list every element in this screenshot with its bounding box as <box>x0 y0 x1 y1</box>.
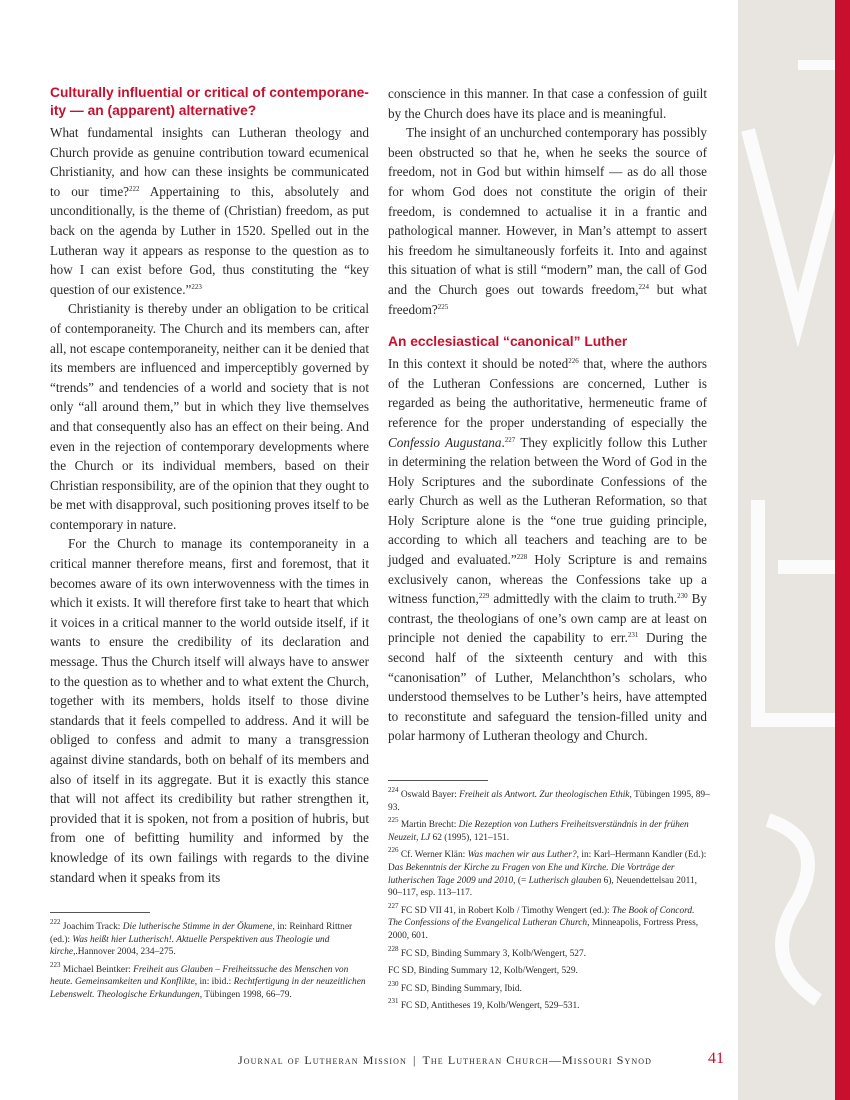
red-edge-bar <box>835 0 850 1100</box>
footnote-ref-225: 225 <box>437 302 449 311</box>
footnote-ref-226: 226 <box>568 357 579 366</box>
section-heading-canonical-luther: An ecclesiastical “canonical” Luther <box>388 334 628 350</box>
publisher-name: The Lutheran Church—Missouri Synod <box>422 1053 652 1067</box>
watermark-letters-graphic <box>738 0 835 1100</box>
footnote-225: $^{225}$ Martin Brecht: Die Rezeption von Luthers Freiheitsverständnis in der frühen Neuzeit, LJ 62 (1995), 121–151. <box>388 816 689 843</box>
footnote-ref-227: 227 <box>504 435 516 444</box>
footnote-223: $^{223}$ Michael Beintker: Freiheit aus Glauben – Freiheitssuche des Menschen von heute. Gemeinsamkeiten und Konflikte, in: ibid.: Rechtfertigung in der neuzeitlichen Lebenswelt. Theologische Erkundungen, Tübingen 1998, 66–79. <box>50 960 366 1000</box>
footnote-224: $^{224}$ Oswald Bayer: Freiheit als Antwort. Zur theologischen Ethik, Tübingen 1995, 89–93. <box>388 786 710 813</box>
footnotes-left <box>50 912 372 1007</box>
right-paragraph-3: In this context it should be noted$^{226}$ that, where the authors of the Lutheran Confessions are concerned, Luther is regarded as being the authoritative, hermeneutic frame of reference for the proper understanding of especially the Confessio Augustana.$^{227}$ They explicitly follow this Luther in determining the relation between the Word of God in the Holy Scriptures and the subordinate Confessions of the early Church as well as the Lutheran Reformation, so that Holy Scripture alone is the “one true guiding principle, according to which all teachers and teaching are to be judged and evaluated.”$^{228}$ Holy Scripture is and remains exclusively canon, whereas the Confessions take up a witness function,$^{229}$ admittedly with the claim to truth.$^{230}$ By contrast, the theologians of one’s own camp are at least on principle not denied the capability to err.$^{231}$ During the second half of the sixteenth century and with this “canonisation” of Luther, Melanchthon’s scholars, who understood themselves to be Luther’s heirs, have attempted to reconstitute and safeguard the tension-filled unity and polar harmony of Lutheran theology and Church. <box>388 356 708 744</box>
footnote-ref-222: 222 <box>129 184 140 193</box>
footnote-ref-224: 224 <box>638 282 649 291</box>
right-paragraph-2: The insight of an unchurched contemporary has possibly been obstructed so that he, when he seeks the source of freedom, not in God but within himself — as do all those for whom God does not constitute the origin of their freedom, is condemned to actualise it in a frantic and pathological manner. However, in Man’s attempt to assert his freedom he simultaneously forfeits it. Into and against this situation of what is still “modern” man, the call of God and the Church goes out towards freedom,$^{224}$ but what freedom?$^{225}$ <box>388 125 707 317</box>
footer-separator: | <box>412 1053 417 1067</box>
footnote-230: $^{230}$ FC SD, Binding Summary, Ibid. <box>388 979 522 994</box>
footnote-ref-231: 231 <box>627 631 639 640</box>
footnote-228: $^{228}$ FC SD, Binding Summary 3, Kolb/Wengert, 527. <box>388 944 587 959</box>
page-number: 41 <box>708 1050 724 1067</box>
running-footer <box>238 1053 728 1068</box>
footnote-ref-230: 230 <box>677 592 688 601</box>
left-paragraph-2: Christianity is thereby under an obligation to be critical of contemporaneity. The Church and its members can, after all, not escape contemporaneity, neither can it be denied that its members are influenced and imperceptibly governed by “trends” and tendencies of a world and society that is not only “all around them,” but in which they live themselves and that consequently also has an effect on their being. And even in the rejection of contemporary developments where the Church or its individual members, based on their Christian responsibility, are of the opinion that they ought to be met with disapproval, such positioning proves itself to be contemporary in nature. <box>50 301 369 532</box>
journal-title: Journal of Lutheran Mission <box>238 1053 407 1067</box>
left-column <box>50 84 369 887</box>
footnote-divider <box>388 780 488 781</box>
footnote-ref-223: 223 <box>191 282 202 291</box>
footnote-229: FC SD, Binding Summary 12, Kolb/Wengert, 529. <box>388 966 578 977</box>
right-column <box>388 84 707 746</box>
left-paragraph-3: For the Church to manage its contemporaneity in a critical manner therefore means, first and foremost, that it becomes aware of its own interwovenness with the times in which it exists. It will therefore first take to heart that which it voices in a critical manner to the world outside itself, if it wants to ensure the credibility of its declaration and message. Thus the Church itself will always have to answer to the question as to whether and to what extent the Church, together with its members, holds itself to those divine standards that it feels compelled to address. And it will be obliged to confess and admit to many a transgression against divine standards, both on behalf of its members and also of itself in its aggregate. But it is exactly this stance that will not affect its credibility but rather strengthen it, provided that it is spoken, not from a position of hubris, but from one of befitting humility and informed by the knowledge of its own failings with regards to the divine standard when it speaks from its <box>50 536 369 885</box>
right-paragraph-1: conscience in this manner. In that case a confession of guilt by the Church does have its place and is meaningful. <box>388 86 707 121</box>
footnote-divider <box>50 912 150 913</box>
footnote-231: $^{231}$ FC SD, Antitheses 19, Kolb/Wengert, 529–531. <box>388 997 580 1012</box>
left-paragraph-1: What fundamental insights can Lutheran theology and Church provide as genuine contribution toward ecumenical Christianity, and how can these insights be communicated to our time?$^{222}$ Appertaining to this, absolutely and unconditionally, is the theme of (Christian) freedom, as put back on the agenda by Luther in 1520. Spelled out in the Lutheran way it appears as response to the question as to how I can exist before God, thus constituting the “key question of our existence.”$^{223}$ <box>50 125 369 297</box>
footnote-222: $^{222}$ Joachim Track: Die lutherische Stimme in der Ökumene, in: Reinhard Rittner (ed.): Was heißt hier Lutherisch!. Aktuelle Perspektiven aus Theologie und kirche,.Hannover 2004, 234–275. <box>50 918 353 958</box>
footnote-226: $^{226}$ Cf. Werner Klän: Was machen wir aus Luther?, in: Karl–Hermann Kandler (Ed.): Das Bekenntnis der Kirche zu Fragen von Ehe und Kirche. Die Vorträge der lutherischen Tage 2009 und 2010, (= Lutherisch glauben 6), Neuendettelsau 2011, 90–117, esp. 113–117. <box>388 846 707 899</box>
section-heading-culturally-influential: Culturally influential or critical of contemporane-ity — an (apparent) alternative? <box>50 85 369 118</box>
footnote-ref-229: 229 <box>478 592 490 601</box>
footnotes-right <box>388 780 710 1018</box>
footnote-227: $^{227}$ FC SD VII 41, in Robert Kolb / Timothy Wengert (ed.): The Book of Concord. The Confessions of the Evangelical Lutheran Church, Minneapolis, Fortress Press, 2000, 601. <box>388 901 699 941</box>
footnote-ref-228: 228 <box>516 553 528 562</box>
decorative-side-band <box>738 0 835 1100</box>
